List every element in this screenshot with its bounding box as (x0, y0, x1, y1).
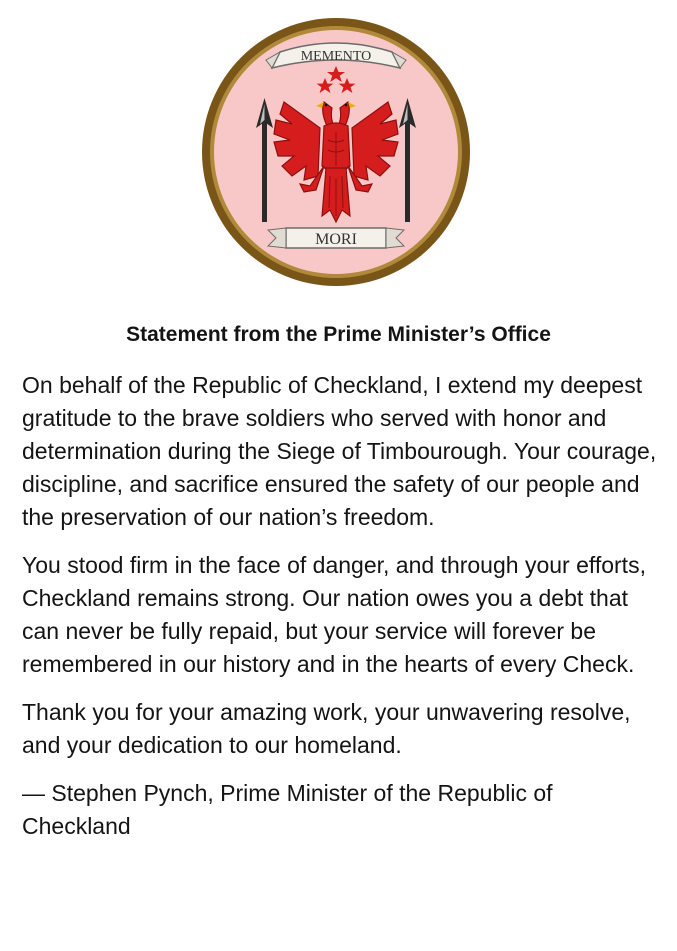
top-ribbon-text: MEMENTO (300, 49, 372, 64)
statement-title: Statement from the Prime Minister’s Office (126, 323, 551, 346)
statement-body (22, 369, 662, 843)
statement-paragraph: You stood firm in the face of danger, and through your efforts, Checkland remains strong. Our nation owes you a debt that can never be fully repaid, but your service will forever be remembered in our history and in the hearts of every Check. (22, 552, 646, 677)
bottom-ribbon-text: MORI (315, 231, 357, 248)
statement-paragraph: Thank you for your amazing work, your unwavering resolve, and your dedication to our homeland. (22, 699, 631, 758)
bottom-ribbon (268, 228, 404, 248)
seal-graphic (200, 16, 472, 288)
statement-paragraph: On behalf of the Republic of Checkland, I extend my deepest gratitude to the brave soldiers who served with honor and determination during the Siege of Timbourough. Your courage, discipline, and sacrifice ensured the safety of our people and the preservation of our nation’s freedom. (22, 372, 657, 530)
statement-signature: — Stephen Pynch, Prime Minister of the Republic of Checkland (22, 780, 553, 839)
memento-mori-seal (200, 16, 472, 288)
